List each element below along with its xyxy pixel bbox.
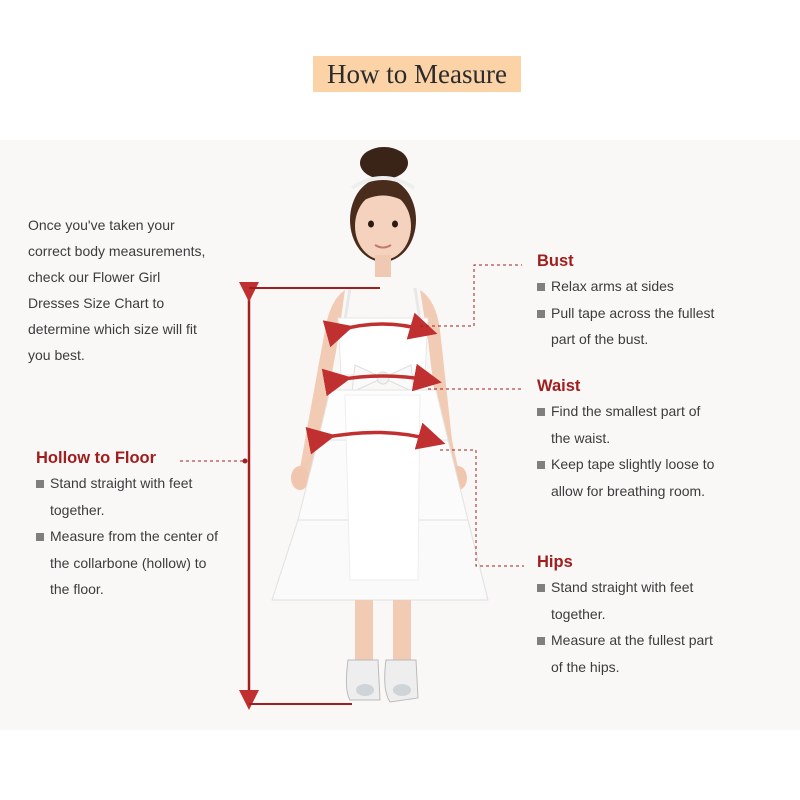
waist-section xyxy=(537,374,737,504)
hollow-to-floor-section xyxy=(36,446,236,603)
waist-instructions xyxy=(537,398,737,504)
page-title: How to Measure xyxy=(313,56,521,92)
bust-heading: Bust xyxy=(537,252,574,270)
bullet-square-icon xyxy=(537,310,545,318)
list-item: Pull tape across the fullest part of the bust. xyxy=(537,300,737,353)
bullet-square-icon xyxy=(537,584,545,592)
hips-heading: Hips xyxy=(537,553,573,571)
list-item: Find the smallest part of the waist. xyxy=(537,398,737,451)
bullet-square-icon xyxy=(36,480,44,488)
bullet-square-icon xyxy=(537,637,545,645)
hollow-to-floor-instructions xyxy=(36,470,236,603)
list-item: Measure at the fullest part of the hips. xyxy=(537,627,737,680)
intro-line: Once you've taken your xyxy=(28,217,175,233)
list-item: Measure from the center of the collarbone (hollow) to the floor. xyxy=(36,523,236,603)
list-item: Keep tape slightly loose to allow for breathing room. xyxy=(537,451,737,504)
list-item: Stand straight with feet together. xyxy=(36,470,236,523)
bust-section xyxy=(537,249,737,353)
hollow-to-floor-heading: Hollow to Floor xyxy=(36,449,157,467)
list-item: Stand straight with feet together. xyxy=(537,574,737,627)
intro-line: Dresses Size Chart to xyxy=(28,295,165,311)
list-item: Relax arms at sides xyxy=(537,273,737,300)
intro-line: determine which size will fit xyxy=(28,321,197,337)
intro-line: check our Flower Girl xyxy=(28,269,161,285)
bullet-square-icon xyxy=(36,533,44,541)
hips-instructions xyxy=(537,574,737,680)
bullet-square-icon xyxy=(537,408,545,416)
bullet-square-icon xyxy=(537,461,545,469)
bullet-square-icon xyxy=(537,283,545,291)
intro-line: you best. xyxy=(28,347,85,363)
waist-heading: Waist xyxy=(537,377,581,395)
intro-line: correct body measurements, xyxy=(28,243,206,259)
hips-section xyxy=(537,550,737,680)
bust-instructions xyxy=(537,273,737,353)
